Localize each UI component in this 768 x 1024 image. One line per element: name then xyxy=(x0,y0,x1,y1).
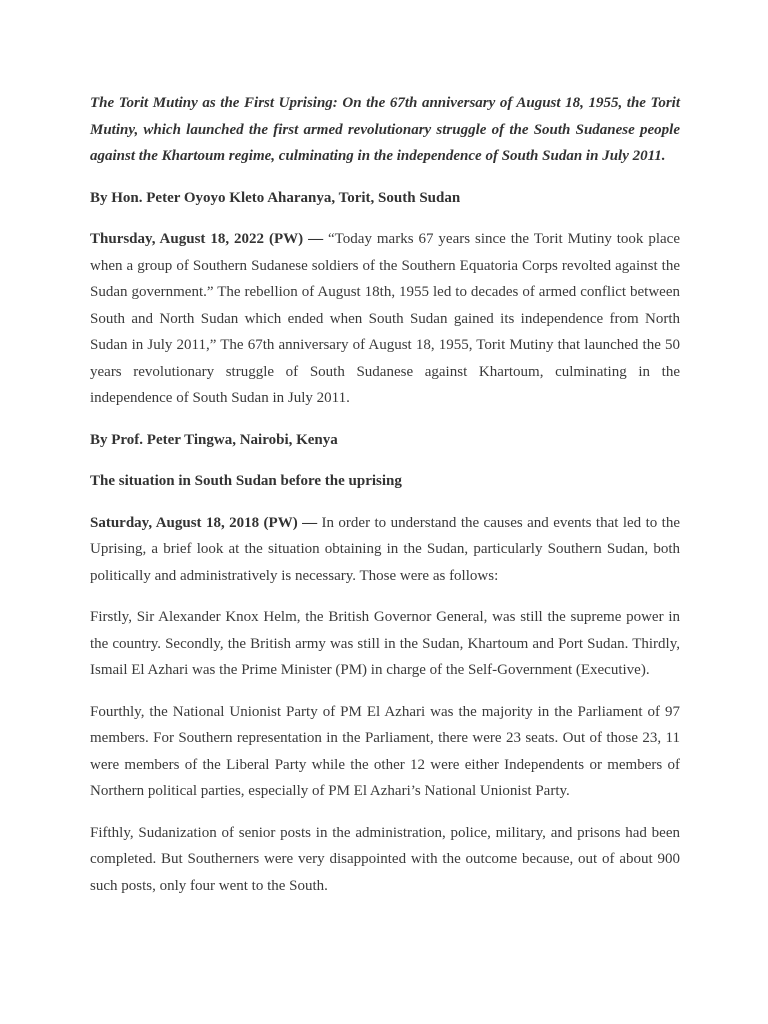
paragraph-firstly: Firstly, Sir Alexander Knox Helm, the British Governor General, was still the supreme power in the country. Secondly, the British army was still in the Sudan, Khartoum and Port Sudan. Thirdly, Ismail El Azhari was the Prime Minister (PM) in charge of the Self-Government (Executive). xyxy=(90,609,680,678)
section-heading: The situation in South Sudan before the uprising xyxy=(90,473,402,489)
paragraph-thursday xyxy=(90,226,680,412)
paragraph-saturday xyxy=(90,510,680,590)
article-intro: The Torit Mutiny as the First Uprising: On the 67th anniversary of August 18, 1955, the Torit Mutiny, which launched the first armed revolutionary struggle of the South Sudanese people against the Khartoum regime, culminating in the independence of South Sudan in July 2011. xyxy=(90,95,680,164)
article-body xyxy=(90,90,680,914)
paragraph-fifthly: Fifthly, Sudanization of senior posts in the administration, police, military, and prisons had been completed. But Southerners were very disappointed with the outcome because, out of about 900 such posts, only four went to the South. xyxy=(90,824,680,894)
dateline-2018: Saturday, August 18, 2018 (PW) — xyxy=(90,514,318,531)
paragraph-fourthly: Fourthly, the National Unionist Party of PM El Azhari was the majority in the Parliament of 97 members. For Southern representation in the Parliament, there were 23 seats. Out of those 23, 11 were members of the Liberal Party while the other 12 were either Independents or members of Northern political parties, especially of PM El Azhari’s National Unionist Party. xyxy=(90,703,680,799)
paragraph-saturday-text: In order to understand the causes and events that led to the Uprising, a brief look at the situation obtaining in the Sudan, particularly Southern Sudan, both politically and administratively is necessary. Those were as follows: xyxy=(90,514,680,584)
byline-oyoyo: By Hon. Peter Oyoyo Kleto Aharanya, Torit, South Sudan xyxy=(90,189,461,206)
dateline-2022: Thursday, August 18, 2022 (PW) — xyxy=(90,231,324,247)
paragraph-thursday-text: “Today marks 67 years since the Torit Mutiny took place when a group of Southern Sudanese soldiers of the Southern Equatoria Corps revolted against the Sudan government.” The rebellion of August 18th, 1955 led to decades of armed conflict between South and North Sudan which ended when South Sudan gained its independence from North Sudan in July 2011,” The 67th anniversary of August 18, 1955, Torit Mutiny that launched the 50 years revolutionary struggle of South Sudanese against Khartoum, culminating in the independence of South Sudan in July 2011. xyxy=(90,231,681,406)
byline-tingwa: By Prof. Peter Tingwa, Nairobi, Kenya xyxy=(90,431,338,448)
